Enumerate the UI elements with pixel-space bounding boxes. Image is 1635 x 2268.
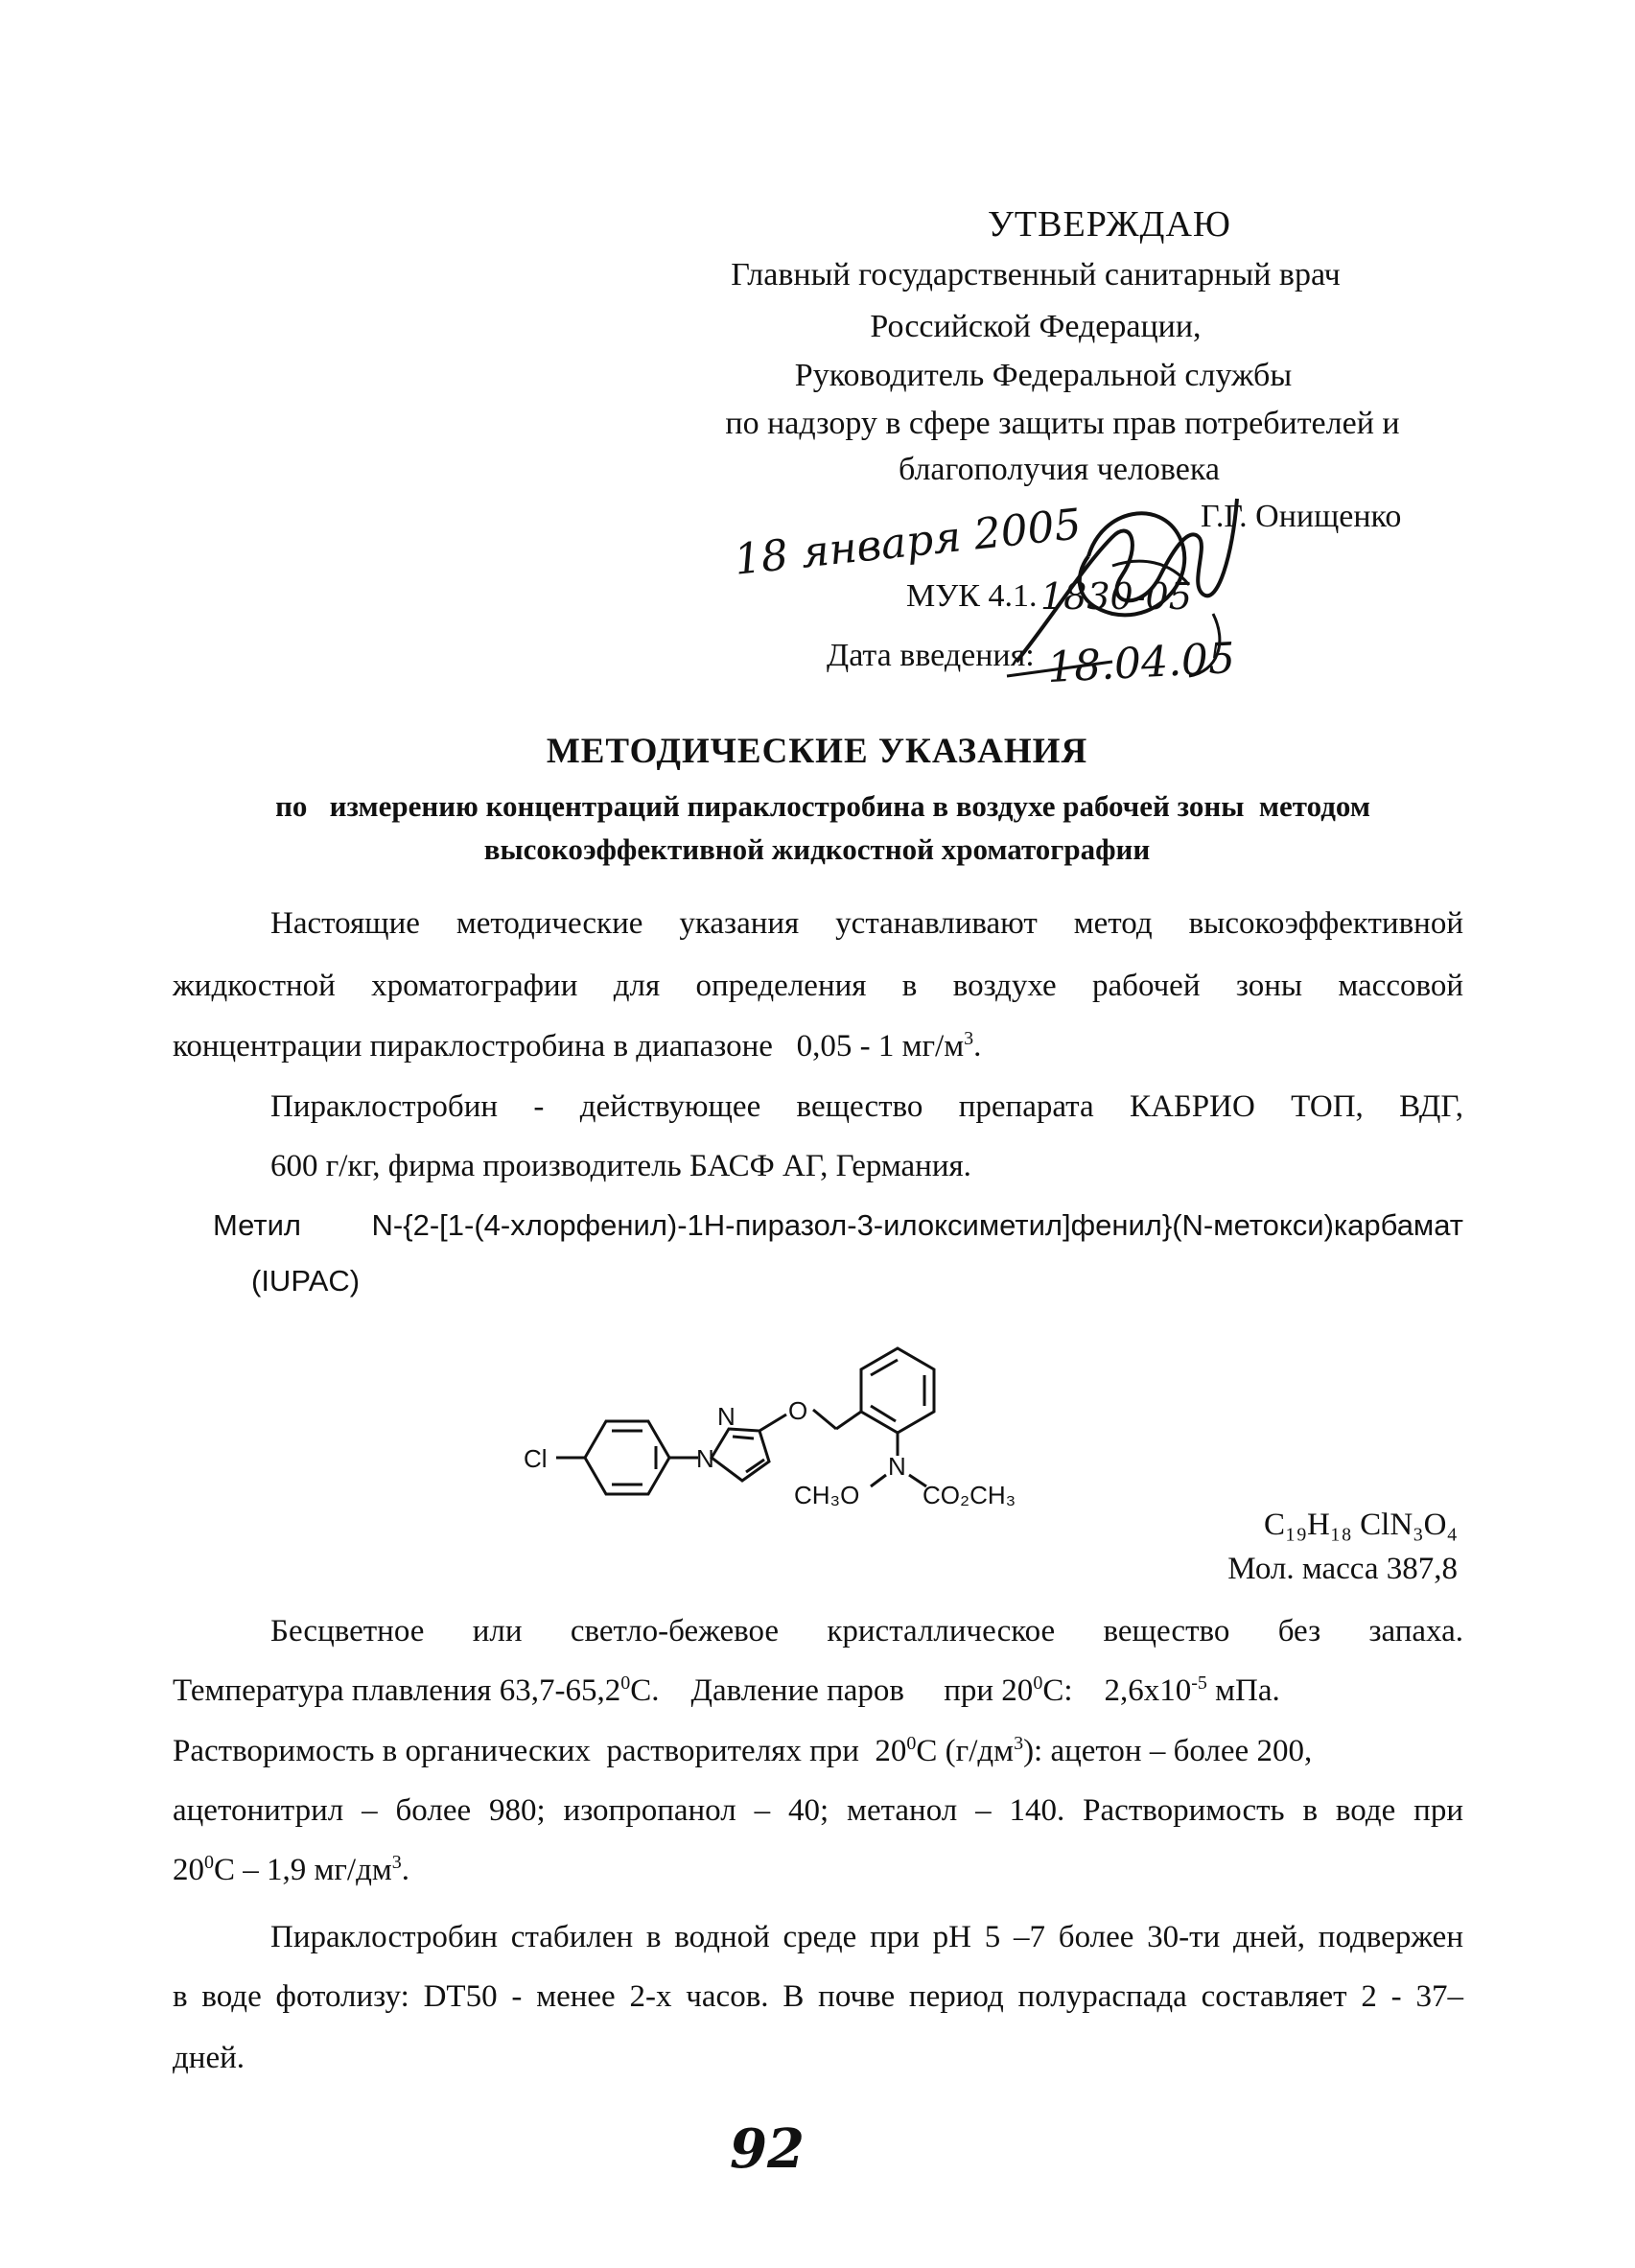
- approval-line-2: Российской Федерации,: [870, 309, 1202, 344]
- atom-n2: N: [717, 1402, 736, 1431]
- stability-line-3: дней.: [173, 2041, 245, 2075]
- group-ester: CO₂CH₃: [923, 1481, 1016, 1509]
- atom-n3: N: [888, 1452, 906, 1481]
- intro-line-3: концентрации пираклостробина в диапазоне 0,05 - 1 $мг/м^3$.: [173, 1028, 982, 1064]
- muk-label: МУК 4.1.: [906, 578, 1038, 614]
- props-line-5: $20^0C - 1,9$ $мг/дм^3$.: [173, 1852, 410, 1887]
- approval-line-5: благополучия человека: [899, 452, 1220, 487]
- intro-date-label: Дата введения:: [827, 638, 1035, 673]
- intro-line-2: жидкостной хроматографии для определения в воздухе рабочей зоны массовой: [173, 969, 1463, 1003]
- active-line-2: 600 г/кг, фирма производитель БАСФ АГ, Германия.: [270, 1149, 971, 1183]
- props-line-1: Бесцветное или светло-бежевое кристаллическое вещество без запаха.: [270, 1614, 1463, 1648]
- stability-line-1: Пираклостробин стабилен в водной среде при pH 5 –7 более 30-ти дней, подвержен: [270, 1920, 1463, 1954]
- approval-heading: УТВЕРЖДАЮ: [988, 204, 1231, 245]
- approval-line-3: Руководитель Федеральной службы: [794, 358, 1293, 393]
- signature: [997, 470, 1247, 693]
- group-methoxy: CH₃O: [794, 1481, 860, 1509]
- props-line-3: Растворимость в органических растворителях при $20^0C$ $(г/дм^3)$: ацетон – более 200,: [173, 1733, 1313, 1768]
- atom-cl: Cl: [524, 1444, 548, 1473]
- chemical-structure: [499, 1323, 1036, 1515]
- iupac-line-1: Метил N-{2-[1-(4-хлорфенил)-1Н-пиразол-3-илоксиметил]фенил}(N-метокси)карбамат: [213, 1208, 1463, 1242]
- approval-line-1: Главный государственный санитарный врач: [731, 257, 1341, 292]
- intro-line-1: Настоящие методические указания устанавливают метод высокоэффективной: [270, 906, 1463, 941]
- document-title: МЕТОДИЧЕСКИЕ УКАЗАНИЯ: [546, 732, 1088, 771]
- iupac-line-2: (IUPAC): [251, 1264, 361, 1298]
- intro-date-handwritten: 18.04.05: [1045, 633, 1237, 693]
- handwritten-date: 18 января 2005: [732, 500, 1084, 585]
- signatory-name: Г.Г. Онищенко: [1201, 499, 1402, 534]
- molecular-formula: C₁₉H₁₈ ClN₃O₄: [1264, 1508, 1458, 1542]
- stability-line-2: в воде фотолизу: DT50 - менее 2-х часов. В почве период полураспада составляет 2 - 37–: [173, 1979, 1463, 2014]
- document-subtitle-line-1: по измерению концентраций пираклостробина в воздухе рабочей зоны методом: [275, 789, 1370, 823]
- active-line-1: Пираклостробин - действующее вещество препарата КАБРИО ТОП, ВДГ,: [270, 1089, 1463, 1124]
- molecular-mass: Мол. масса 387,8: [1227, 1552, 1458, 1586]
- document-subtitle-line-2: высокоэффективной жидкостной хроматографии: [483, 832, 1151, 866]
- muk-handwritten: 1830-05: [1040, 575, 1192, 618]
- approval-line-4: по надзору в сфере защиты прав потребителей и: [725, 406, 1400, 441]
- atom-o: O: [788, 1396, 808, 1425]
- atom-n1: N: [696, 1444, 714, 1473]
- props-line-4: ацетонитрил – более 980; изопропанол – 40; метанол – 140. Растворимость в воде при: [173, 1793, 1463, 1828]
- page-number: 92: [730, 2117, 805, 2181]
- props-line-2: Температура плавления 63,7-65,2$^0$C. Давление паров при $20^0C$: $2,6x10^{-5}$ мПа.: [173, 1672, 1280, 1708]
